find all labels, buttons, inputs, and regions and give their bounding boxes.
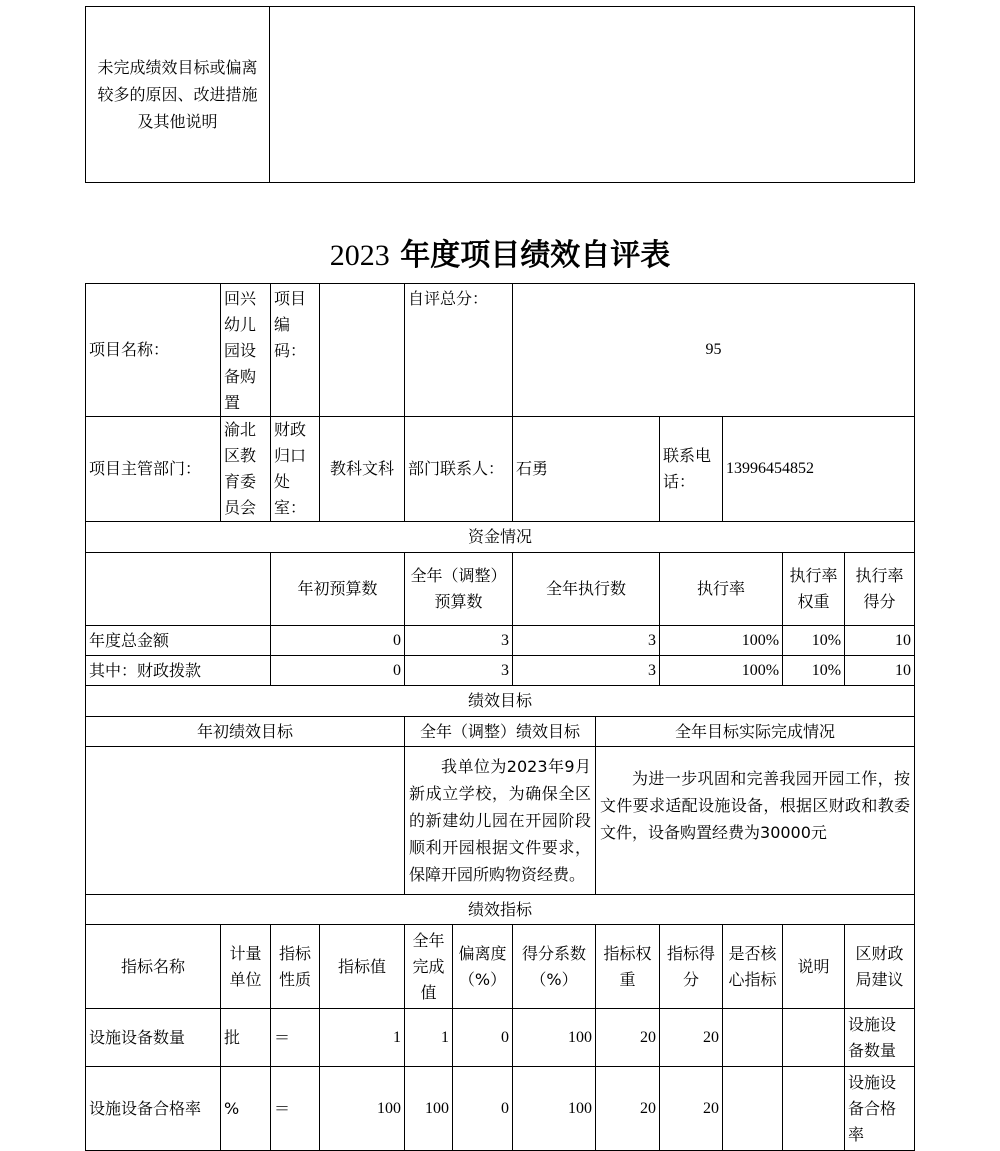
score-value: 95 bbox=[513, 284, 915, 417]
ind-actual: 1 bbox=[405, 1009, 453, 1067]
funds-row-total bbox=[86, 626, 915, 656]
ind-deviation: 0 bbox=[453, 1009, 513, 1067]
ind-deviation: 0 bbox=[453, 1067, 513, 1151]
score-label: 自评总分： bbox=[405, 284, 513, 417]
funds-row-fiscal bbox=[86, 656, 915, 686]
dept-label: 项目主管部门： bbox=[86, 417, 221, 522]
ind-unit: 批 bbox=[221, 1009, 271, 1067]
ind-header-nature: 指标性质 bbox=[271, 925, 320, 1009]
table-row bbox=[86, 1009, 915, 1067]
project-name-value: 回兴幼儿园设备购置 bbox=[221, 284, 271, 417]
contact-value: 石勇 bbox=[513, 417, 660, 522]
phone-value: 13996454852 bbox=[723, 417, 915, 522]
funds-score: 10 bbox=[845, 626, 915, 656]
ind-name: 设施设备合格率 bbox=[86, 1067, 221, 1151]
goals-header-adjusted: 全年（调整）绩效目标 bbox=[405, 717, 596, 747]
goals-adjusted-text: 我单位为2023年9月新成立学校，为确保全区的新建幼儿园在开园阶段顺利开园根据文件要求，保障开园所购物资经费。 bbox=[405, 747, 596, 895]
ind-score: 20 bbox=[660, 1009, 723, 1067]
goals-section-title: 绩效目标 bbox=[86, 686, 915, 717]
funds-section-title: 资金情况 bbox=[86, 522, 915, 553]
ind-score: 20 bbox=[660, 1067, 723, 1151]
funds-weight: 10% bbox=[783, 626, 845, 656]
goals-header-initial: 年初绩效目标 bbox=[86, 717, 405, 747]
ind-target: 1 bbox=[320, 1009, 405, 1067]
ind-header-core: 是否核心指标 bbox=[723, 925, 783, 1009]
ind-header-unit: 计量单位 bbox=[221, 925, 271, 1009]
funds-section-row bbox=[86, 522, 915, 553]
ind-target: 100 bbox=[320, 1067, 405, 1151]
remarks-table bbox=[85, 6, 915, 183]
goals-section-row bbox=[86, 686, 915, 717]
funds-initial: 0 bbox=[271, 656, 405, 686]
dept-value: 渝北区教育委员会 bbox=[221, 417, 271, 522]
funds-header-row bbox=[86, 553, 915, 626]
goals-header-row bbox=[86, 717, 915, 747]
ind-coef: 100 bbox=[513, 1009, 596, 1067]
title-year: 2023 bbox=[329, 239, 390, 272]
funds-initial: 0 bbox=[271, 626, 405, 656]
ind-advice: 设施设备数量 bbox=[845, 1009, 915, 1067]
indicators-header-row bbox=[86, 925, 915, 1009]
ind-header-note: 说明 bbox=[783, 925, 845, 1009]
ind-header-weight: 指标权重 bbox=[596, 925, 660, 1009]
funds-executed: 3 bbox=[513, 656, 660, 686]
funds-header-rate: 执行率 bbox=[660, 553, 783, 626]
ind-nature: ＝ bbox=[271, 1009, 320, 1067]
ind-note bbox=[783, 1067, 845, 1151]
goals-actual-text: 为进一步巩固和完善我园开园工作，按文件要求适配设施设备，根据区财政和教委文件，设备购置经费为30000元 bbox=[596, 747, 915, 895]
page-title bbox=[0, 236, 1000, 276]
indicators-section-title: 绩效指标 bbox=[86, 895, 915, 925]
ind-coef: 100 bbox=[513, 1067, 596, 1151]
goals-content-row bbox=[86, 747, 915, 895]
funds-header-weight: 执行率权重 bbox=[783, 553, 845, 626]
ind-actual: 100 bbox=[405, 1067, 453, 1151]
goals-header-actual: 全年目标实际完成情况 bbox=[596, 717, 915, 747]
goals-initial-text bbox=[86, 747, 405, 895]
funds-row-label: 其中：财政拨款 bbox=[86, 656, 271, 686]
performance-table-body bbox=[85, 283, 915, 1151]
project-name-label: 项目名称： bbox=[86, 284, 221, 417]
ind-header-target: 指标值 bbox=[320, 925, 405, 1009]
ind-note bbox=[783, 1009, 845, 1067]
title-text: 年度项目绩效自评表 bbox=[400, 238, 671, 273]
indicators-section-row bbox=[86, 895, 915, 925]
office-value: 教科文科 bbox=[320, 417, 405, 522]
ind-nature: ＝ bbox=[271, 1067, 320, 1151]
funds-header-score: 执行率得分 bbox=[845, 553, 915, 626]
funds-score: 10 bbox=[845, 656, 915, 686]
ind-weight: 20 bbox=[596, 1009, 660, 1067]
remarks-content bbox=[270, 7, 915, 183]
ind-advice: 设施设备合格率 bbox=[845, 1067, 915, 1151]
project-row-2 bbox=[86, 417, 915, 522]
project-row-1 bbox=[86, 284, 915, 417]
funds-row-label: 年度总金额 bbox=[86, 626, 271, 656]
project-code-value bbox=[320, 284, 405, 417]
ind-header-coef: 得分系数（%） bbox=[513, 925, 596, 1009]
ind-header-advice: 区财政局建议 bbox=[845, 925, 915, 1009]
funds-rate: 100% bbox=[660, 656, 783, 686]
ind-header-score: 指标得分 bbox=[660, 925, 723, 1009]
funds-header-adjusted: 全年（调整）预算数 bbox=[405, 553, 513, 626]
ind-header-deviation: 偏离度（%） bbox=[453, 925, 513, 1009]
remarks-label: 未完成绩效目标或偏离较多的原因、改进措施及其他说明 bbox=[86, 7, 270, 183]
ind-header-actual: 全年完成值 bbox=[405, 925, 453, 1009]
ind-name: 设施设备数量 bbox=[86, 1009, 221, 1067]
ind-weight: 20 bbox=[596, 1067, 660, 1151]
office-label: 财政归口处室： bbox=[271, 417, 320, 522]
funds-header-executed: 全年执行数 bbox=[513, 553, 660, 626]
funds-executed: 3 bbox=[513, 626, 660, 656]
ind-unit: % bbox=[221, 1067, 271, 1151]
funds-header-blank bbox=[86, 553, 271, 626]
funds-weight: 10% bbox=[783, 656, 845, 686]
contact-label: 部门联系人： bbox=[405, 417, 513, 522]
ind-core bbox=[723, 1067, 783, 1151]
table-row bbox=[86, 1067, 915, 1151]
funds-rate: 100% bbox=[660, 626, 783, 656]
phone-label: 联系电话： bbox=[660, 417, 723, 522]
project-code-label: 项目编码： bbox=[271, 284, 320, 417]
ind-header-name: 指标名称 bbox=[86, 925, 221, 1009]
funds-adjusted: 3 bbox=[405, 626, 513, 656]
funds-adjusted: 3 bbox=[405, 656, 513, 686]
funds-header-initial: 年初预算数 bbox=[271, 553, 405, 626]
ind-core bbox=[723, 1009, 783, 1067]
